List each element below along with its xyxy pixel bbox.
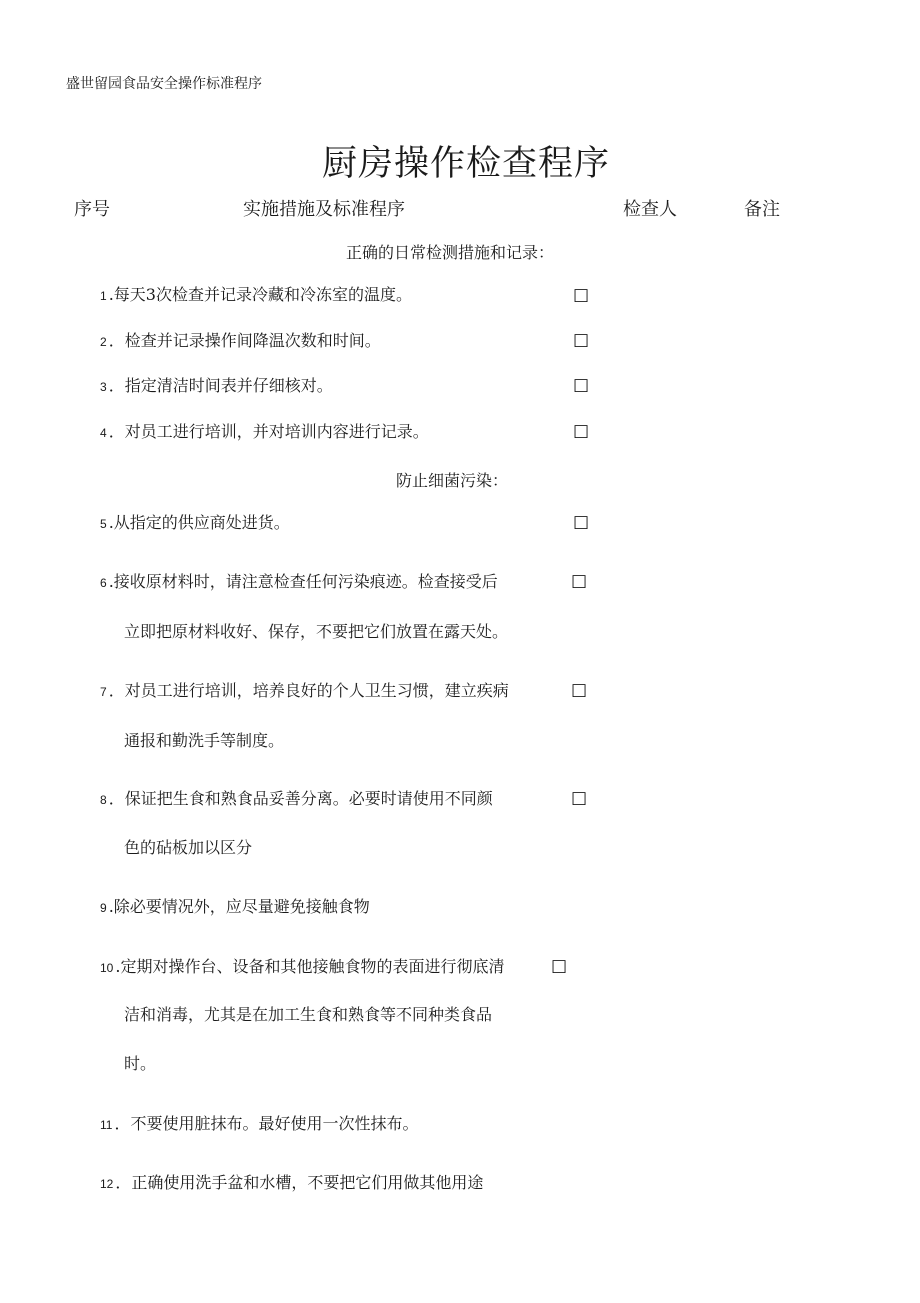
item-12 xyxy=(100,1175,483,1191)
item-6 xyxy=(100,574,498,590)
checkbox[interactable]: □ xyxy=(573,375,590,395)
item-separator: ． xyxy=(114,1114,131,1133)
item-separator: . xyxy=(108,513,114,532)
item-2 xyxy=(100,333,381,349)
item-9 xyxy=(100,899,370,915)
item-separator: ． xyxy=(108,331,125,350)
item-text: 除必要情况外，应尽量避免接触食物 xyxy=(113,897,370,916)
item-text: 每天3次检查并记录冷藏和冷冻室的温度。 xyxy=(113,285,412,304)
item-6-continuation: 立即把原材料收好、保存，不要把它们放置在露天处。 xyxy=(124,622,509,641)
item-8 xyxy=(100,791,493,807)
section-heading-daily-checks: 正确的日常检测措施和记录： xyxy=(346,243,555,262)
item-text: 定期对操作台、设备和其他接触食物的表面进行彻底清 xyxy=(120,957,505,976)
item-number: 2 xyxy=(100,335,107,349)
item-separator: ． xyxy=(108,789,125,808)
item-separator: ． xyxy=(108,422,125,441)
item-number: 3 xyxy=(100,380,107,394)
item-7 xyxy=(100,683,509,699)
item-number: 6 xyxy=(100,576,107,590)
item-number: 1 xyxy=(100,289,107,303)
item-4 xyxy=(100,424,429,440)
item-number: 11 xyxy=(100,1118,113,1132)
column-header-seq: 序号 xyxy=(74,199,110,220)
item-text: 对员工进行培训，并对培训内容进行记录。 xyxy=(124,422,429,441)
item-number: 7 xyxy=(100,685,107,699)
item-10-continuation: 时。 xyxy=(124,1054,157,1073)
item-3 xyxy=(100,378,333,394)
item-separator: ． xyxy=(115,1173,132,1192)
checkbox[interactable]: □ xyxy=(571,571,588,591)
checkbox[interactable]: □ xyxy=(571,680,588,700)
item-number: 8 xyxy=(100,793,107,807)
item-separator: ． xyxy=(108,681,125,700)
item-number: 5 xyxy=(100,517,107,531)
item-separator: . xyxy=(108,897,114,916)
checkbox[interactable]: □ xyxy=(571,788,588,808)
item-1 xyxy=(100,287,412,303)
item-text: 接收原材料时，请注意检查任何污染痕迹。检查接受后 xyxy=(113,572,498,591)
column-header-remarks: 备注 xyxy=(744,199,780,220)
checkbox[interactable]: □ xyxy=(573,330,590,350)
item-separator: . xyxy=(108,285,114,304)
item-separator: . xyxy=(108,572,114,591)
item-separator: . xyxy=(115,957,121,976)
checkbox[interactable]: □ xyxy=(573,512,590,532)
column-header-measures: 实施措施及标准程序 xyxy=(243,199,405,220)
checkbox[interactable]: □ xyxy=(551,956,568,976)
item-8-continuation: 色的砧板加以区分 xyxy=(124,838,253,857)
item-10 xyxy=(100,959,504,975)
document-title: 厨房操作检查程序 xyxy=(321,144,610,184)
item-7-continuation: 通报和勤洗手等制度。 xyxy=(124,731,285,750)
item-text: 不要使用脏抹布。最好使用一次性抹布。 xyxy=(130,1114,419,1133)
item-number: 4 xyxy=(100,426,107,440)
item-text: 正确使用洗手盆和水槽，不要把它们用做其他用途 xyxy=(131,1173,484,1192)
item-separator: ． xyxy=(108,376,125,395)
header-note: 盛世留园食品安全操作标准程序 xyxy=(66,76,262,92)
item-10-continuation: 洁和消毒，尤其是在加工生食和熟食等不同种类食品 xyxy=(124,1005,493,1024)
item-11 xyxy=(100,1116,419,1132)
column-header-inspector: 检查人 xyxy=(623,199,677,220)
checkbox[interactable]: □ xyxy=(573,285,590,305)
item-text: 从指定的供应商处进货。 xyxy=(113,513,290,532)
item-text: 对员工进行培训，培养良好的个人卫生习惯，建立疾病 xyxy=(124,681,509,700)
item-number: 10 xyxy=(100,961,114,975)
item-text: 检查并记录操作间降温次数和时间。 xyxy=(124,331,381,350)
checkbox[interactable]: □ xyxy=(573,421,590,441)
section-heading-bacteria: 防止细菌污染： xyxy=(396,471,509,490)
item-5 xyxy=(100,515,290,531)
item-text: 保证把生食和熟食品妥善分离。必要时请使用不同颜 xyxy=(124,789,493,808)
item-number: 9 xyxy=(100,901,107,915)
item-text: 指定清洁时间表并仔细核对。 xyxy=(124,376,333,395)
item-number: 12 xyxy=(100,1177,114,1191)
